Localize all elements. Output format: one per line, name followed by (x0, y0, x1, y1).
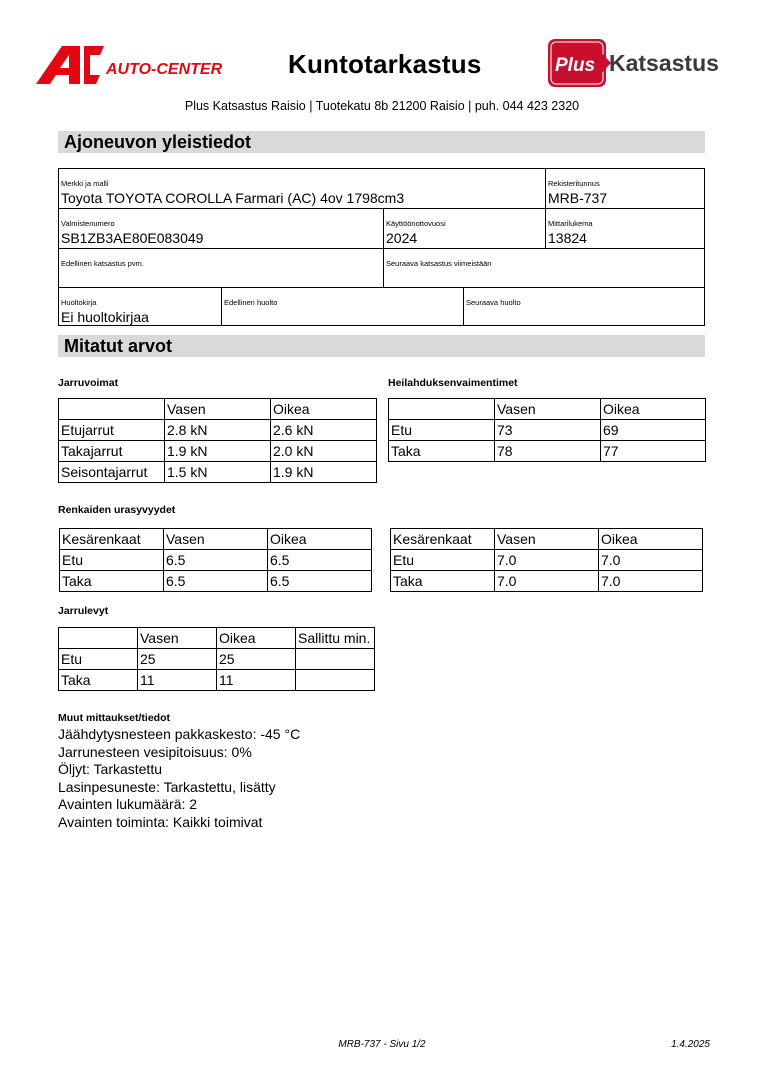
table-cell: Etu (59, 649, 138, 670)
make-model-cell (59, 169, 545, 208)
table-row (60, 550, 372, 571)
table-cell: 7.0 (599, 550, 703, 571)
brakes-table (58, 398, 377, 483)
year-value: 2024 (386, 230, 418, 246)
vin-value: SB1ZB3AE80E083049 (61, 230, 204, 246)
make-model-value: Toyota TOYOTA COROLLA Farmari (AC) 4ov 1798cm3 (61, 190, 405, 206)
table-cell (389, 399, 495, 420)
table-cell: 2.6 kN (271, 420, 377, 441)
year-label: Käyttöönottovuosi (386, 219, 446, 228)
table-row (59, 441, 377, 462)
table-cell (296, 649, 375, 670)
plus-wordmark: Plus (555, 55, 596, 76)
table-cell: 11 (138, 670, 217, 691)
table-cell: Oikea (601, 399, 706, 420)
shocks-title: Heilahduksenvaimentimet (388, 377, 518, 389)
table-row (389, 420, 706, 441)
table-cell: Taka (391, 571, 495, 592)
odometer-label: Mittarilukema (548, 219, 593, 228)
table-cell: 6.5 (268, 550, 372, 571)
table-cell (59, 628, 138, 649)
plus-katsastus-logo (547, 38, 731, 88)
table-cell: Vasen (138, 628, 217, 649)
table-cell: 69 (601, 420, 706, 441)
document-title: Kuntotarkastus (288, 49, 482, 79)
table-cell: Etu (391, 550, 495, 571)
discs-title: Jarrulevyt (58, 605, 109, 617)
table-cell: Vasen (495, 399, 601, 420)
table-cell: Vasen (165, 399, 271, 420)
misc-line: Jarrunesteen vesipitoisuus: 0% (58, 743, 252, 760)
table-cell: 25 (217, 649, 296, 670)
table-cell (59, 399, 165, 420)
misc-section (58, 712, 300, 832)
footer-date: 1.4.2025 (671, 1039, 710, 1050)
tires-title: Renkaiden urasyvyydet (58, 504, 176, 516)
table-cell: 7.0 (495, 571, 599, 592)
next-service-cell (463, 287, 705, 326)
page-footer-label: MRB-737 - Sivu 1/2 (338, 1039, 426, 1050)
odometer-value: 13824 (548, 230, 587, 246)
vehicle-info-grid (58, 168, 705, 326)
auto-center-wordmark: AUTO-CENTER (106, 61, 223, 78)
registration-value: MRB-737 (548, 190, 608, 206)
table-cell: 73 (495, 420, 601, 441)
prev-service-label: Edellinen huolto (224, 298, 278, 307)
table-row (59, 462, 377, 483)
misc-title: Muut mittaukset/tiedot (58, 712, 170, 724)
section-general-title: Ajoneuvon yleistiedot (64, 132, 252, 152)
table-cell: Etu (60, 550, 164, 571)
table-cell: 1.9 kN (165, 441, 271, 462)
katsastus-wordmark: Katsastus (609, 50, 719, 76)
table-cell: Kesärenkaat (391, 529, 495, 550)
table-cell: Oikea (268, 529, 372, 550)
table-cell (296, 670, 375, 691)
table-cell: Taka (389, 441, 495, 462)
prev-inspection-label: Edellinen katsastus pvm. (61, 259, 144, 268)
prev-service-cell (221, 287, 463, 326)
table-cell: Oikea (599, 529, 703, 550)
table-cell: 7.0 (495, 550, 599, 571)
table-header-row (391, 529, 703, 550)
table-cell: 6.5 (268, 571, 372, 592)
auto-center-logo (36, 44, 224, 86)
table-cell: 1.5 kN (165, 462, 271, 483)
section-general (58, 131, 705, 153)
table-cell: Seisontajarrut (59, 462, 165, 483)
table-cell: 6.5 (164, 571, 268, 592)
vin-cell (59, 208, 383, 248)
contact-info: Plus Katsastus Raisio | Tuotekatu 8b 21200 Raisio | puh. 044 423 2320 (184, 99, 580, 113)
table-cell: Taka (60, 571, 164, 592)
misc-line: Öljyt: Tarkastettu (58, 761, 163, 778)
table-header-row (60, 529, 372, 550)
tires-left-table (59, 528, 372, 592)
section-measured (58, 335, 705, 357)
table-cell: 7.0 (599, 571, 703, 592)
table-cell: Kesärenkaat (60, 529, 164, 550)
year-cell (383, 208, 545, 248)
section-measured-title: Mitatut arvot (64, 336, 172, 356)
table-cell: Oikea (217, 628, 296, 649)
table-cell: Vasen (495, 529, 599, 550)
registration-cell (545, 169, 705, 208)
table-cell: Vasen (164, 529, 268, 550)
table-cell: 2.0 kN (271, 441, 377, 462)
table-cell: Taka (59, 670, 138, 691)
table-row (391, 550, 703, 571)
table-cell: Etu (389, 420, 495, 441)
brakes-title: Jarruvoimat (58, 377, 119, 389)
registration-label: Rekisteritunnus (548, 179, 600, 188)
service-book-value: Ei huoltokirjaa (61, 309, 149, 325)
misc-line: Avainten toiminta: Kaikki toimivat (58, 813, 263, 830)
misc-line: Lasinpesuneste: Tarkastettu, lisätty (58, 778, 276, 795)
table-cell: 78 (495, 441, 601, 462)
misc-line: Avainten lukumäärä: 2 (58, 796, 198, 813)
next-inspection-cell (383, 248, 705, 287)
make-model-label: Merkki ja malli (61, 179, 109, 188)
odometer-cell (545, 208, 705, 248)
service-book-cell (59, 287, 221, 326)
table-cell: 6.5 (164, 550, 268, 571)
table-row (59, 420, 377, 441)
prev-inspection-cell (59, 248, 383, 287)
next-service-label: Seuraava huolto (466, 298, 521, 307)
service-book-label: Huoltokirja (61, 298, 97, 307)
table-header-row (59, 399, 377, 420)
table-row (60, 571, 372, 592)
table-cell: Oikea (271, 399, 377, 420)
table-cell: 77 (601, 441, 706, 462)
discs-table (58, 627, 375, 691)
table-header-row (389, 399, 706, 420)
vin-label: Valmistenumero (61, 219, 115, 228)
next-inspection-label: Seuraava katsastus viimeistään (386, 259, 492, 268)
table-cell: 11 (217, 670, 296, 691)
shocks-table (388, 398, 706, 462)
table-row (389, 441, 706, 462)
table-row (59, 649, 375, 670)
table-cell: 2.8 kN (165, 420, 271, 441)
table-cell: 25 (138, 649, 217, 670)
table-cell: Sallittu min. (296, 628, 375, 649)
misc-line: Jäähdytysnesteen pakkaskesto: -45 °C (58, 726, 301, 742)
table-header-row (59, 628, 375, 649)
table-cell: Takajarrut (59, 441, 165, 462)
table-cell: Etujarrut (59, 420, 165, 441)
table-row (59, 670, 375, 691)
table-row (391, 571, 703, 592)
table-cell: 1.9 kN (271, 462, 377, 483)
tires-right-table (390, 528, 703, 592)
